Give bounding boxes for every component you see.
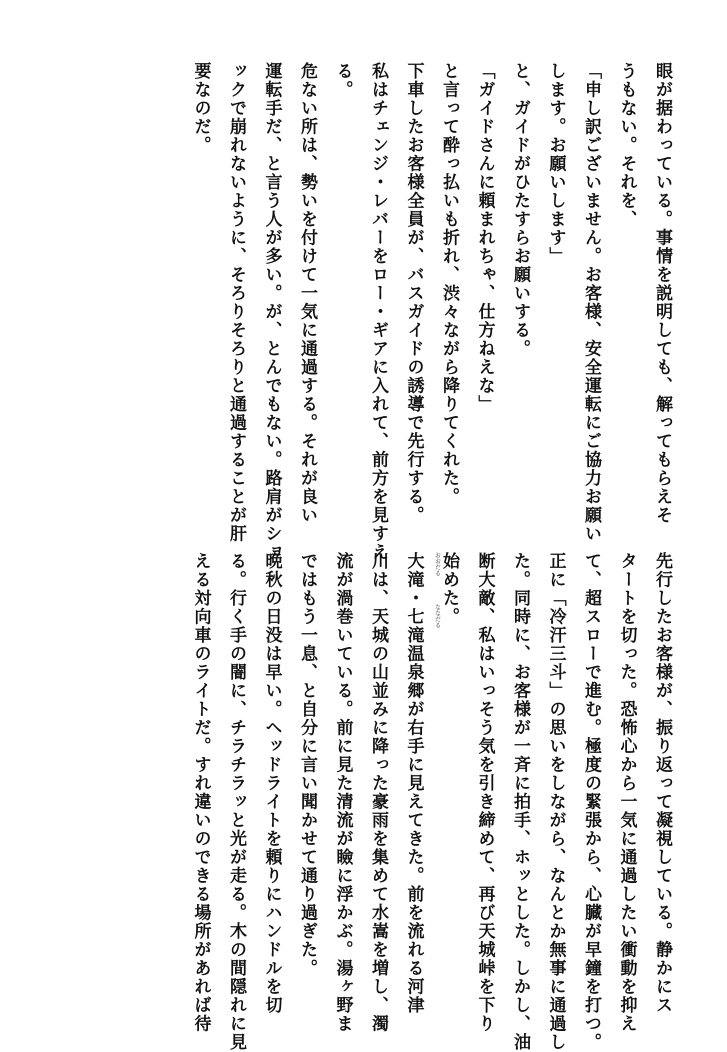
text-line: る。行く手の闇に、チラチラッと光が走る。木の間隠れに見 bbox=[226, 552, 246, 1052]
text-line: 下車したお客様全員が、バスガイドの誘導で先行する。 bbox=[403, 62, 424, 525]
text-line: と、ガイドがひたすらお願いする。 bbox=[510, 62, 530, 358]
text-line: 川は、天城の山並みに降った豪雨を集めて水嵩を増し、濁 bbox=[368, 552, 388, 1033]
text-line: 要なのだ。 bbox=[190, 62, 211, 155]
text-line: る。 bbox=[332, 62, 353, 99]
text-line: 「申し訳ございません。お客様、安全運転にご協力お願い bbox=[581, 62, 601, 543]
text-line: 「ガイドさんに頼まれちゃ、仕方ねえな」 bbox=[474, 62, 495, 414]
text-line: 正に「冷汗三斗」の思いをしながら、なんとか無事に通過し bbox=[545, 552, 566, 1052]
text-line: 断大敵、私はいっそう気を引き締めて、再び天城峠を下り bbox=[474, 552, 495, 1033]
text-line: て、超スローで進む。極度の緊張から、心臓が早鐘を打つ。 bbox=[581, 552, 601, 1052]
text-line: 流が渦巻いている。前に見た清流が瞼に浮かぶ。湯ヶ野ま bbox=[332, 552, 353, 1033]
text-block-top bbox=[182, 62, 679, 562]
text-line: と言って酔っ払いも折れ、渋々ながら降りてくれた。 bbox=[439, 62, 459, 506]
text-line: 大滝・七滝温泉郷が右手に見えてきた。前を流れる河津 bbox=[403, 552, 424, 1015]
text-line: 眼が据わっている。事情を説明しても、解ってもらえそ bbox=[652, 62, 672, 525]
text-line: える対向車のライトだ。すれ違いのできる場所があれば待 bbox=[190, 552, 211, 1033]
text-line: 危ない所は、勢いを付けて一気に通過する。それが良い bbox=[297, 62, 317, 525]
text-line-with-ruby bbox=[395, 552, 441, 1015]
text-line: 先行したお客様が、振り返って凝視している。静かにス bbox=[652, 552, 672, 1015]
ruby-annotation: ななだる bbox=[433, 604, 441, 628]
text-line: 私はチェンジ・レバーをロー・ギアに入れて、前方を見すえ bbox=[368, 62, 388, 562]
text-line: 晩秋の日没は早い。ヘッドライトを頼りにハンドルを切 bbox=[261, 552, 282, 1015]
text-line: た。同時に、お客様が一斉に拍手、ホッとした。しかし、油 bbox=[510, 552, 530, 1052]
text-line: ではもう一息、と自分に言い聞かせて通り過ぎた。 bbox=[297, 552, 317, 978]
ruby-annotation: おおだる bbox=[433, 552, 441, 576]
text-line: 運転手だ、と言う人が多い。が、とんでもない。路肩がショ bbox=[261, 62, 282, 562]
text-line: うもない。それを、 bbox=[616, 62, 637, 229]
text-line: ックで崩れないように、そろりそろりと通過することが肝 bbox=[226, 62, 246, 543]
text-line: 始めた。 bbox=[439, 552, 459, 626]
text-line: タートを切った。恐怖心から一気に通過したい衝動を抑え bbox=[616, 552, 637, 1033]
text-block-bottom bbox=[182, 552, 679, 1052]
text-line: します。お願いします」 bbox=[545, 62, 566, 266]
